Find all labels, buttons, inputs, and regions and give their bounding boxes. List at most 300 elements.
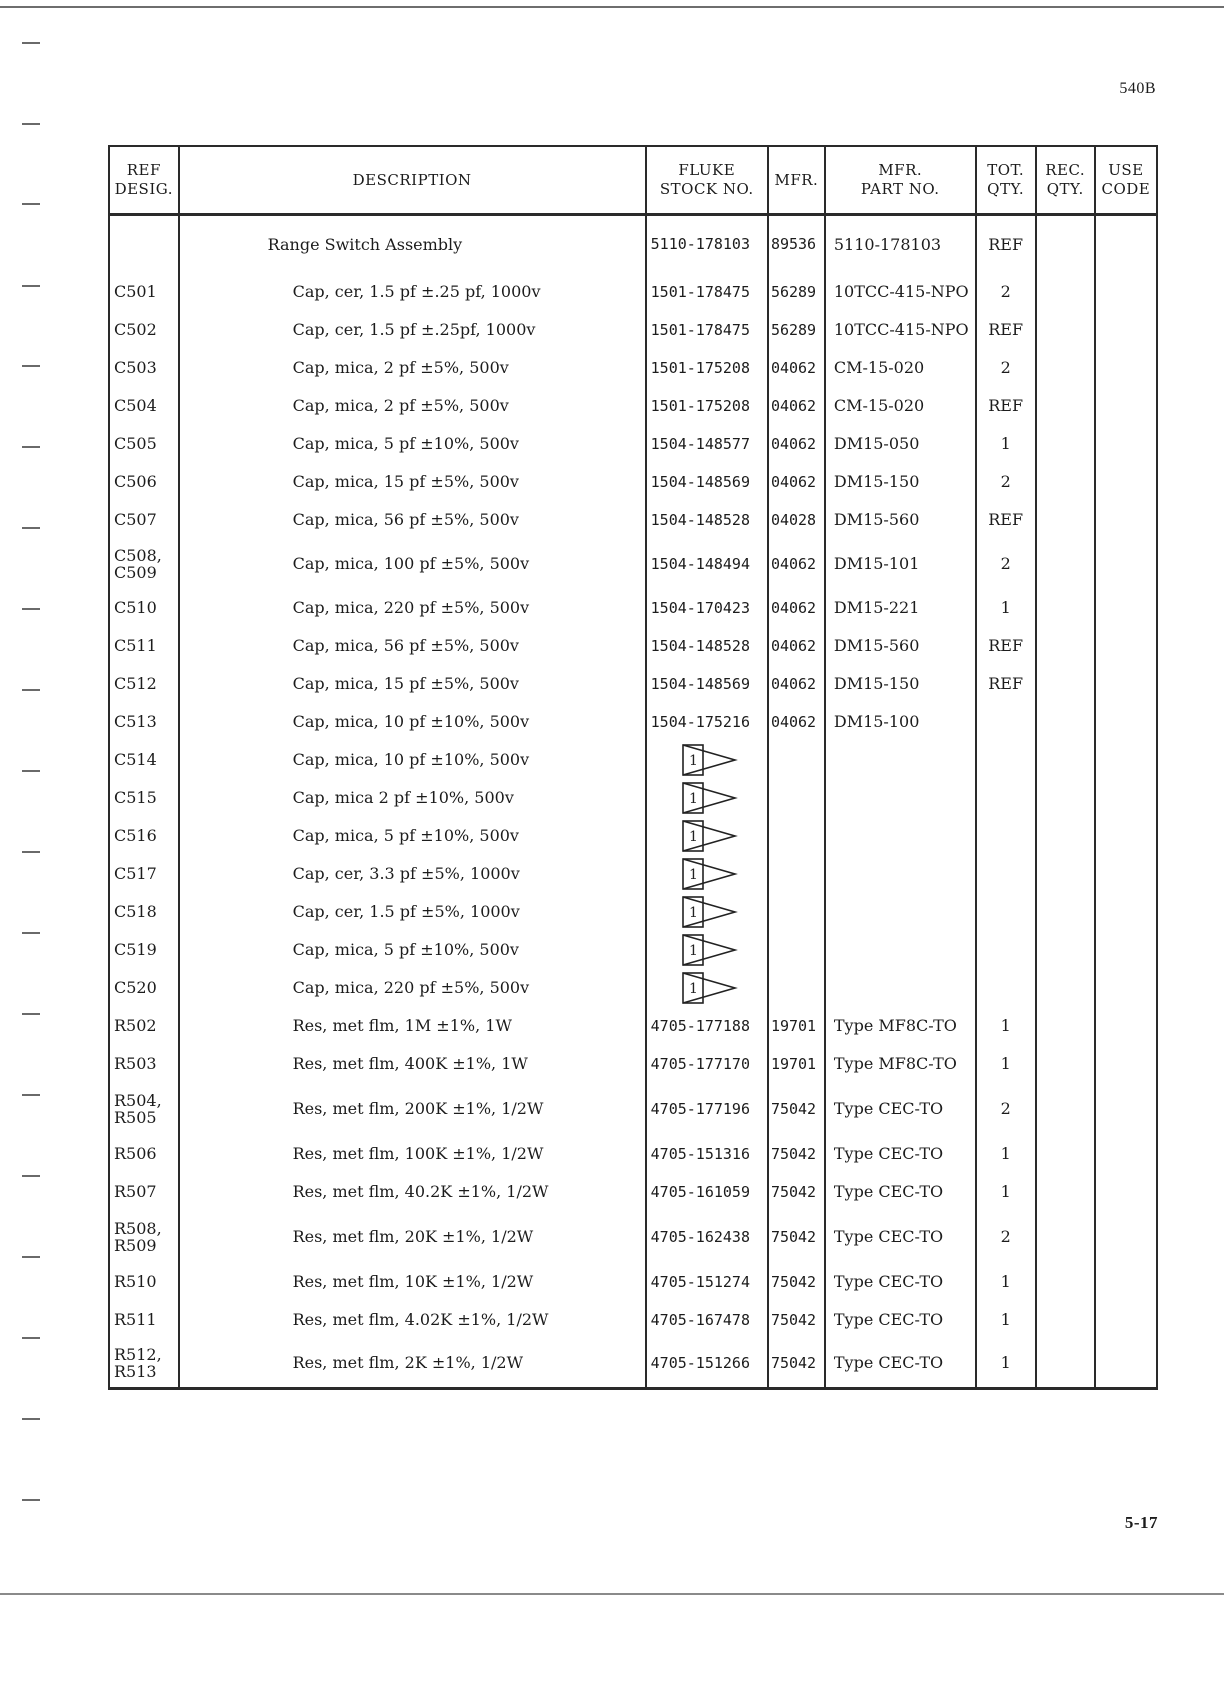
rec-qty-cell (1036, 741, 1095, 779)
rec-qty-cell (1036, 463, 1095, 501)
page-number: 5-17 (1124, 1513, 1158, 1532)
description-cell: Cap, mica, 2 pf ±5%, 500v (179, 349, 646, 387)
stock-no-cell: 1501-175208 (646, 349, 768, 387)
stock-no-cell: 4705-177196 (646, 1083, 768, 1135)
tot-qty-cell: 2 (976, 1211, 1036, 1263)
rec-qty-cell (1036, 817, 1095, 855)
header-rec-qty: REC. QTY. (1036, 146, 1095, 215)
note-flag-number: 1 (688, 866, 698, 883)
mfr-part-no-cell: Type CEC-TO (825, 1083, 976, 1135)
ref-desig-cell: C503 (109, 349, 179, 387)
bottom-rule (0, 1593, 1224, 1595)
note-flag-icon (681, 893, 739, 931)
ref-desig-cell: C515 (109, 779, 179, 817)
mfr-code-cell: 19701 (768, 1045, 825, 1083)
description-cell: Cap, mica, 5 pf ±10%, 500v (179, 817, 646, 855)
header-description: DESCRIPTION (179, 146, 646, 215)
ref-desig-cell: C506 (109, 463, 179, 501)
note-flag-number: 1 (688, 942, 698, 959)
description-cell: Cap, mica 2 pf ±10%, 500v (179, 779, 646, 817)
rec-qty-cell (1036, 387, 1095, 425)
mfr-code-cell: 75042 (768, 1173, 825, 1211)
mfr-code-cell (768, 931, 825, 969)
rec-qty-cell (1036, 1045, 1095, 1083)
ref-desig-cell: C517 (109, 855, 179, 893)
margin-mark (22, 689, 40, 691)
rec-qty-cell (1036, 1263, 1095, 1301)
stock-no-cell: 1504-148494 (646, 539, 768, 589)
table-row (109, 463, 1157, 501)
table-row (109, 703, 1157, 741)
description-cell: Cap, cer, 1.5 pf ±5%, 1000v (179, 893, 646, 931)
table-row (109, 817, 1157, 855)
ref-desig-cell: C511 (109, 627, 179, 665)
table-row (109, 1173, 1157, 1211)
mfr-part-no-cell: Type MF8C-TO (825, 1007, 976, 1045)
margin-mark (22, 1337, 40, 1339)
header-row (109, 146, 1157, 215)
ref-desig-cell: R511 (109, 1301, 179, 1339)
note-flag-icon (681, 855, 739, 893)
model-number: 540B (1119, 80, 1156, 97)
mfr-part-no-cell: Type CEC-TO (825, 1301, 976, 1339)
ref-desig-cell: C520 (109, 969, 179, 1007)
table-row (109, 665, 1157, 703)
use-code-cell (1095, 1301, 1157, 1339)
header-ref-desig: REF DESIG. (109, 146, 179, 215)
description-cell: Cap, mica, 220 pf ±5%, 500v (179, 589, 646, 627)
ref-desig-cell: R504, R505 (109, 1083, 179, 1135)
table-row (109, 589, 1157, 627)
mfr-code-cell: 04062 (768, 665, 825, 703)
use-code-cell (1095, 215, 1157, 273)
table-row (109, 1045, 1157, 1083)
table-row (109, 349, 1157, 387)
stock-no-cell: 1504-148569 (646, 665, 768, 703)
tot-qty-cell (976, 931, 1036, 969)
ref-desig-cell: C507 (109, 501, 179, 539)
mfr-code-cell: 89536 (768, 215, 825, 273)
use-code-cell (1095, 1083, 1157, 1135)
ref-desig-cell: C508, C509 (109, 539, 179, 589)
stock-no-cell: 4705-167478 (646, 1301, 768, 1339)
stock-no-cell: 4705-161059 (646, 1173, 768, 1211)
mfr-part-no-cell: DM15-101 (825, 539, 976, 589)
tot-qty-cell: 1 (976, 425, 1036, 463)
description-cell: Cap, mica, 56 pf ±5%, 500v (179, 627, 646, 665)
table-row (109, 931, 1157, 969)
rec-qty-cell (1036, 855, 1095, 893)
table-row (109, 1083, 1157, 1135)
rec-qty-cell (1036, 931, 1095, 969)
tot-qty-cell (976, 779, 1036, 817)
mfr-code-cell: 04028 (768, 501, 825, 539)
margin-mark (22, 42, 40, 44)
margin-mark (22, 285, 40, 287)
note-flag-icon (681, 931, 739, 969)
mfr-part-no-cell: Type MF8C-TO (825, 1045, 976, 1083)
stock-no-cell: 4705-151274 (646, 1263, 768, 1301)
description-cell: Res, met flm, 40.2K ±1%, 1/2W (179, 1173, 646, 1211)
table-row (109, 1301, 1157, 1339)
ref-desig-cell: C516 (109, 817, 179, 855)
description-cell: Cap, mica, 100 pf ±5%, 500v (179, 539, 646, 589)
tot-qty-cell: REF (976, 627, 1036, 665)
tot-qty-cell: REF (976, 665, 1036, 703)
margin-mark (22, 446, 40, 448)
use-code-cell (1095, 539, 1157, 589)
mfr-part-no-cell: CM-15-020 (825, 349, 976, 387)
table-row (109, 1135, 1157, 1173)
tot-qty-cell: 1 (976, 1135, 1036, 1173)
header-mfr: MFR. (768, 146, 825, 215)
table-row (109, 969, 1157, 1007)
mfr-part-no-cell: 5110-178103 (825, 215, 976, 273)
rec-qty-cell (1036, 1135, 1095, 1173)
rec-qty-cell (1036, 273, 1095, 311)
tot-qty-cell: REF (976, 501, 1036, 539)
mfr-part-no-cell (825, 931, 976, 969)
stock-no-cell (646, 855, 768, 893)
margin-mark (22, 203, 40, 205)
table-row (109, 273, 1157, 311)
use-code-cell (1095, 855, 1157, 893)
stock-no-cell: 1504-148569 (646, 463, 768, 501)
mfr-part-no-cell: DM15-560 (825, 501, 976, 539)
margin-mark (22, 365, 40, 367)
stock-no-cell (646, 969, 768, 1007)
mfr-code-cell: 04062 (768, 463, 825, 501)
table-row (109, 311, 1157, 349)
use-code-cell (1095, 311, 1157, 349)
note-flag-icon (681, 817, 739, 855)
stock-no-cell: 4705-162438 (646, 1211, 768, 1263)
description-cell: Cap, mica, 5 pf ±10%, 500v (179, 931, 646, 969)
table-row (109, 855, 1157, 893)
use-code-cell (1095, 627, 1157, 665)
mfr-part-no-cell: Type CEC-TO (825, 1339, 976, 1389)
mfr-part-no-cell (825, 741, 976, 779)
use-code-cell (1095, 703, 1157, 741)
note-flag-icon (681, 741, 739, 779)
table-row (109, 627, 1157, 665)
tot-qty-cell (976, 969, 1036, 1007)
table-row (109, 1263, 1157, 1301)
rec-qty-cell (1036, 539, 1095, 589)
mfr-part-no-cell: CM-15-020 (825, 387, 976, 425)
use-code-cell (1095, 817, 1157, 855)
margin-mark (22, 770, 40, 772)
mfr-code-cell: 04062 (768, 425, 825, 463)
rec-qty-cell (1036, 1007, 1095, 1045)
description-cell: Cap, cer, 3.3 pf ±5%, 1000v (179, 855, 646, 893)
mfr-code-cell (768, 893, 825, 931)
mfr-part-no-cell: DM15-150 (825, 463, 976, 501)
mfr-code-cell: 75042 (768, 1301, 825, 1339)
stock-no-cell (646, 779, 768, 817)
ref-desig-cell: R508, R509 (109, 1211, 179, 1263)
rec-qty-cell (1036, 589, 1095, 627)
mfr-part-no-cell: DM15-221 (825, 589, 976, 627)
rec-qty-cell (1036, 1211, 1095, 1263)
use-code-cell (1095, 1339, 1157, 1389)
mfr-code-cell: 04062 (768, 627, 825, 665)
mfr-part-no-cell (825, 817, 976, 855)
mfr-code-cell: 56289 (768, 311, 825, 349)
description-cell: Res, met flm, 1M ±1%, 1W (179, 1007, 646, 1045)
note-flag-number: 1 (688, 980, 698, 997)
margin-mark (22, 123, 40, 125)
mfr-part-no-cell: Type CEC-TO (825, 1173, 976, 1211)
ref-desig-cell: R502 (109, 1007, 179, 1045)
description-cell: Cap, mica, 10 pf ±10%, 500v (179, 741, 646, 779)
use-code-cell (1095, 969, 1157, 1007)
use-code-cell (1095, 425, 1157, 463)
use-code-cell (1095, 1211, 1157, 1263)
margin-mark (22, 1418, 40, 1420)
tot-qty-cell: 1 (976, 1007, 1036, 1045)
description-cell: Res, met flm, 400K ±1%, 1W (179, 1045, 646, 1083)
table-row (109, 893, 1157, 931)
tot-qty-cell (976, 741, 1036, 779)
mfr-part-no-cell (825, 969, 976, 1007)
tot-qty-cell: 2 (976, 1083, 1036, 1135)
description-cell: Cap, cer, 1.5 pf ±.25 pf, 1000v (179, 273, 646, 311)
table-row (109, 387, 1157, 425)
note-flag-icon (681, 779, 739, 817)
mfr-code-cell (768, 741, 825, 779)
parts-list-table (108, 145, 1158, 1390)
stock-no-cell: 1501-178475 (646, 273, 768, 311)
note-flag-icon (681, 969, 739, 1007)
table-row (109, 779, 1157, 817)
header-part-no: MFR. PART NO. (825, 146, 976, 215)
note-flag-number: 1 (688, 828, 698, 845)
mfr-code-cell (768, 969, 825, 1007)
ref-desig-cell: C512 (109, 665, 179, 703)
header-use-code: USE CODE (1095, 146, 1157, 215)
top-rule (0, 6, 1224, 8)
rec-qty-cell (1036, 349, 1095, 387)
description-cell: Cap, mica, 56 pf ±5%, 500v (179, 501, 646, 539)
mfr-part-no-cell: DM15-560 (825, 627, 976, 665)
description-cell: Res, met flm, 200K ±1%, 1/2W (179, 1083, 646, 1135)
mfr-code-cell: 19701 (768, 1007, 825, 1045)
stock-no-cell: 4705-177188 (646, 1007, 768, 1045)
ref-desig-cell: C501 (109, 273, 179, 311)
use-code-cell (1095, 665, 1157, 703)
stock-no-cell (646, 893, 768, 931)
use-code-cell (1095, 349, 1157, 387)
rec-qty-cell (1036, 215, 1095, 273)
mfr-code-cell (768, 855, 825, 893)
ref-desig-cell (109, 215, 179, 273)
rec-qty-cell (1036, 779, 1095, 817)
ref-desig-cell: R510 (109, 1263, 179, 1301)
table-row (109, 1211, 1157, 1263)
use-code-cell (1095, 1045, 1157, 1083)
rec-qty-cell (1036, 1339, 1095, 1389)
tot-qty-cell: 2 (976, 539, 1036, 589)
tot-qty-cell (976, 893, 1036, 931)
description-cell: Res, met flm, 2K ±1%, 1/2W (179, 1339, 646, 1389)
use-code-cell (1095, 779, 1157, 817)
margin-mark (22, 932, 40, 934)
stock-no-cell (646, 931, 768, 969)
tot-qty-cell: 1 (976, 1339, 1036, 1389)
margin-mark (22, 851, 40, 853)
description-cell: Cap, mica, 15 pf ±5%, 500v (179, 463, 646, 501)
tot-qty-cell (976, 855, 1036, 893)
description-cell: Range Switch Assembly (179, 215, 646, 273)
description-cell: Res, met flm, 20K ±1%, 1/2W (179, 1211, 646, 1263)
ref-desig-cell: R503 (109, 1045, 179, 1083)
stock-no-cell: 4705-177170 (646, 1045, 768, 1083)
table-row (109, 215, 1157, 273)
use-code-cell (1095, 463, 1157, 501)
tot-qty-cell: 2 (976, 273, 1036, 311)
note-flag-number: 1 (688, 790, 698, 807)
mfr-part-no-cell: DM15-100 (825, 703, 976, 741)
tot-qty-cell (976, 703, 1036, 741)
mfr-code-cell: 04062 (768, 349, 825, 387)
mfr-part-no-cell: Type CEC-TO (825, 1263, 976, 1301)
use-code-cell (1095, 1263, 1157, 1301)
table-row (109, 1339, 1157, 1389)
stock-no-cell: 4705-151316 (646, 1135, 768, 1173)
margin-mark (22, 1013, 40, 1015)
margin-mark (22, 1175, 40, 1177)
use-code-cell (1095, 741, 1157, 779)
mfr-part-no-cell: Type CEC-TO (825, 1211, 976, 1263)
mfr-code-cell: 56289 (768, 273, 825, 311)
tot-qty-cell: REF (976, 311, 1036, 349)
rec-qty-cell (1036, 1083, 1095, 1135)
ref-desig-cell: C505 (109, 425, 179, 463)
description-cell: Cap, mica, 5 pf ±10%, 500v (179, 425, 646, 463)
mfr-code-cell: 04062 (768, 387, 825, 425)
stock-no-cell (646, 741, 768, 779)
rec-qty-cell (1036, 501, 1095, 539)
rec-qty-cell (1036, 311, 1095, 349)
margin-mark (22, 608, 40, 610)
stock-no-cell (646, 817, 768, 855)
mfr-code-cell (768, 779, 825, 817)
tot-qty-cell: 1 (976, 1045, 1036, 1083)
stock-no-cell: 1504-148577 (646, 425, 768, 463)
description-cell: Cap, mica, 220 pf ±5%, 500v (179, 969, 646, 1007)
header-tot-qty: TOT. QTY. (976, 146, 1036, 215)
tot-qty-cell (976, 817, 1036, 855)
table-row (109, 501, 1157, 539)
mfr-code-cell: 75042 (768, 1083, 825, 1135)
mfr-part-no-cell: DM15-050 (825, 425, 976, 463)
ref-desig-cell: R506 (109, 1135, 179, 1173)
mfr-part-no-cell: DM15-150 (825, 665, 976, 703)
use-code-cell (1095, 273, 1157, 311)
ref-desig-cell: C502 (109, 311, 179, 349)
ref-desig-cell: C510 (109, 589, 179, 627)
use-code-cell (1095, 387, 1157, 425)
stock-no-cell: 4705-151266 (646, 1339, 768, 1389)
header-stock-no: FLUKE STOCK NO. (646, 146, 768, 215)
mfr-code-cell: 75042 (768, 1211, 825, 1263)
description-cell: Res, met flm, 100K ±1%, 1/2W (179, 1135, 646, 1173)
margin-mark (22, 1094, 40, 1096)
table-row (109, 425, 1157, 463)
tot-qty-cell: 2 (976, 349, 1036, 387)
stock-no-cell: 1501-175208 (646, 387, 768, 425)
mfr-code-cell: 75042 (768, 1339, 825, 1389)
use-code-cell (1095, 1173, 1157, 1211)
tot-qty-cell: 1 (976, 1263, 1036, 1301)
ref-desig-cell: R512, R513 (109, 1339, 179, 1389)
use-code-cell (1095, 1007, 1157, 1045)
description-cell: Res, met flm, 10K ±1%, 1/2W (179, 1263, 646, 1301)
stock-no-cell: 1504-148528 (646, 627, 768, 665)
rec-qty-cell (1036, 425, 1095, 463)
rec-qty-cell (1036, 627, 1095, 665)
description-cell: Res, met flm, 4.02K ±1%, 1/2W (179, 1301, 646, 1339)
description-cell: Cap, mica, 15 pf ±5%, 500v (179, 665, 646, 703)
mfr-part-no-cell (825, 779, 976, 817)
mfr-code-cell: 04062 (768, 589, 825, 627)
rec-qty-cell (1036, 703, 1095, 741)
description-cell: Cap, cer, 1.5 pf ±.25pf, 1000v (179, 311, 646, 349)
tot-qty-cell: 1 (976, 1301, 1036, 1339)
table-row (109, 539, 1157, 589)
ref-desig-cell: C504 (109, 387, 179, 425)
table-row (109, 741, 1157, 779)
stock-no-cell: 1504-170423 (646, 589, 768, 627)
ref-desig-cell: C519 (109, 931, 179, 969)
ref-desig-cell: C513 (109, 703, 179, 741)
ref-desig-cell: C514 (109, 741, 179, 779)
mfr-part-no-cell: 10TCC-415-NPO (825, 273, 976, 311)
mfr-part-no-cell: Type CEC-TO (825, 1135, 976, 1173)
rec-qty-cell (1036, 969, 1095, 1007)
use-code-cell (1095, 1135, 1157, 1173)
mfr-code-cell: 04062 (768, 539, 825, 589)
margin-mark (22, 1499, 40, 1501)
use-code-cell (1095, 893, 1157, 931)
mfr-part-no-cell (825, 893, 976, 931)
note-flag-number: 1 (688, 904, 698, 921)
mfr-code-cell (768, 817, 825, 855)
description-cell: Cap, mica, 10 pf ±10%, 500v (179, 703, 646, 741)
tot-qty-cell: 1 (976, 1173, 1036, 1211)
mfr-part-no-cell: 10TCC-415-NPO (825, 311, 976, 349)
mfr-code-cell: 75042 (768, 1135, 825, 1173)
rec-qty-cell (1036, 893, 1095, 931)
stock-no-cell: 1501-178475 (646, 311, 768, 349)
tot-qty-cell: 1 (976, 589, 1036, 627)
tot-qty-cell: REF (976, 215, 1036, 273)
stock-no-cell: 1504-148528 (646, 501, 768, 539)
ref-desig-cell: C518 (109, 893, 179, 931)
margin-mark (22, 527, 40, 529)
tot-qty-cell: 2 (976, 463, 1036, 501)
stock-no-cell: 1504-175216 (646, 703, 768, 741)
rec-qty-cell (1036, 1301, 1095, 1339)
use-code-cell (1095, 501, 1157, 539)
description-cell: Cap, mica, 2 pf ±5%, 500v (179, 387, 646, 425)
mfr-code-cell: 75042 (768, 1263, 825, 1301)
rec-qty-cell (1036, 1173, 1095, 1211)
use-code-cell (1095, 931, 1157, 969)
stock-no-cell: 5110-178103 (646, 215, 768, 273)
note-flag-number: 1 (688, 752, 698, 769)
